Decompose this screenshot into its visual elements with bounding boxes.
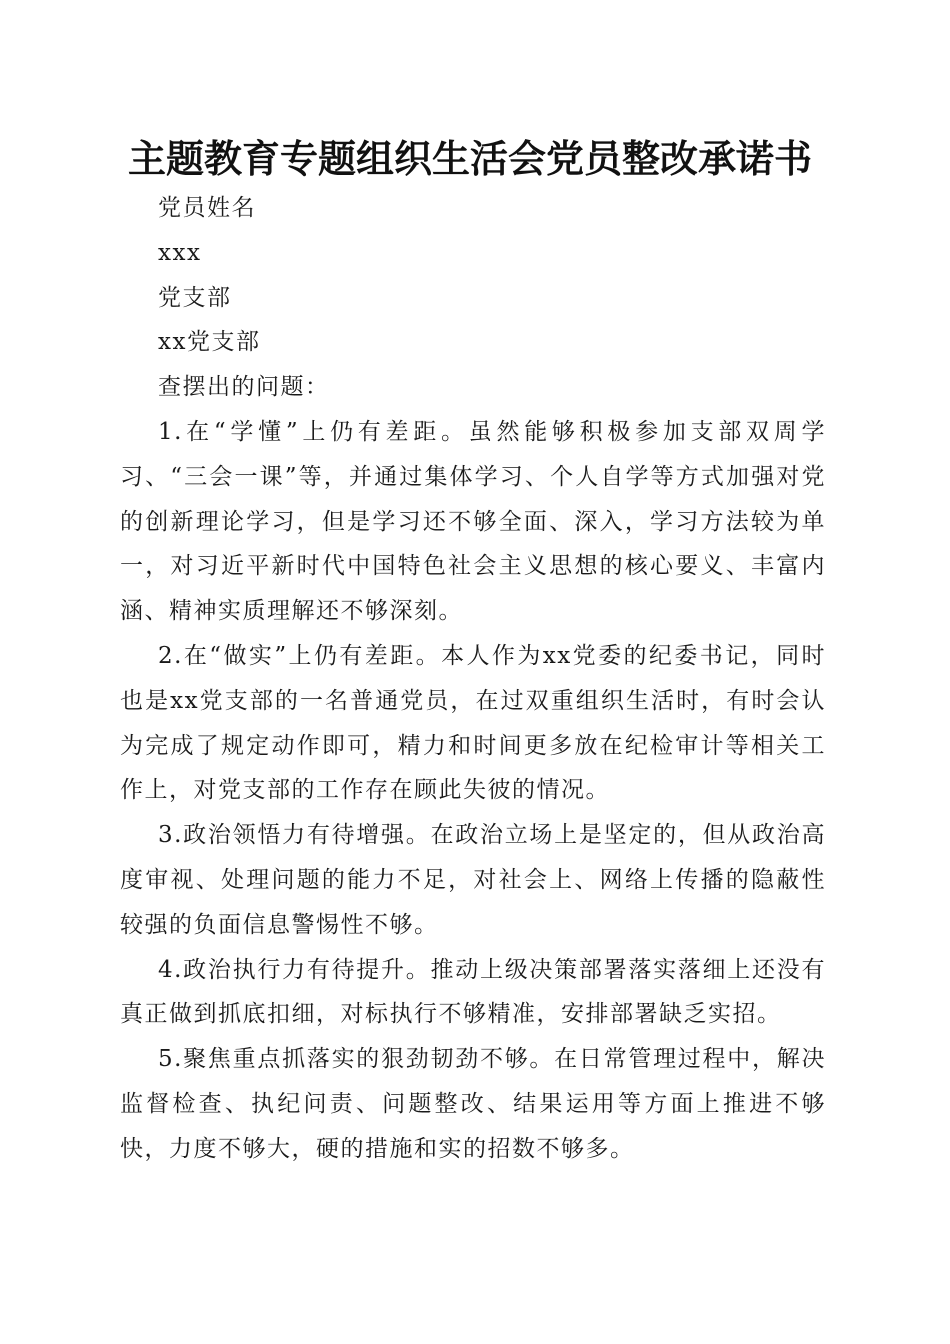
- document-title: 主题教育专题组织生活会党员整改承诺书: [127, 136, 812, 181]
- problem-paragraph-3: 3.政治领悟力有待增强。在政治立场上是坚定的，但从政治高度审视、处理问题的能力不足，对社会上、网络上传播的隐蔽性较强的负面信息警惕性不够。: [120, 822, 826, 938]
- problem-paragraph-5: 5.聚焦重点抓落实的狠劲韧劲不够。在日常管理过程中，解决监督检查、执纪问责、问题整改、结果运用等方面上推进不够快，力度不够大，硬的措施和实的招数不够多。: [120, 1046, 826, 1162]
- problem-paragraph-4: 4.政治执行力有待提升。推动上级决策部署落实落细上还没有真正做到抓底扣细，对标执行不够精准，安排部署缺乏实招。: [120, 956, 826, 1028]
- problems-heading: 查摆出的问题：: [158, 374, 330, 401]
- problem-paragraph-2: 2.在“做实”上仍有差距。本人作为xx党委的纪委书记，同时也是xx党支部的一名普通党员，在过双重组织生活时，有时会认为完成了规定动作即可，精力和时间更多放在纪检审计等相关工作上，对党支部的工作存在顾此失彼的情况。: [120, 642, 826, 804]
- party-branch-label: 党支部: [158, 284, 232, 311]
- party-branch-value: xx党支部: [158, 329, 261, 356]
- party-member-name-label: 党员姓名: [158, 195, 256, 221]
- problem-paragraph-1: 1.在“学懂”上仍有差距。虽然能够积极参加支部双周学习、“三会一课”等，并通过集体学习、个人自学等方式加强对党的创新理论学习，但是学习还不够全面、深入，学习方法较为单一，对习近平新时代中国特色社会主义思想的核心要义、丰富内涵、精神实质理解还不够深刻。: [120, 418, 826, 625]
- party-member-name-value: xxx: [158, 239, 202, 266]
- document-body: [120, 186, 826, 1172]
